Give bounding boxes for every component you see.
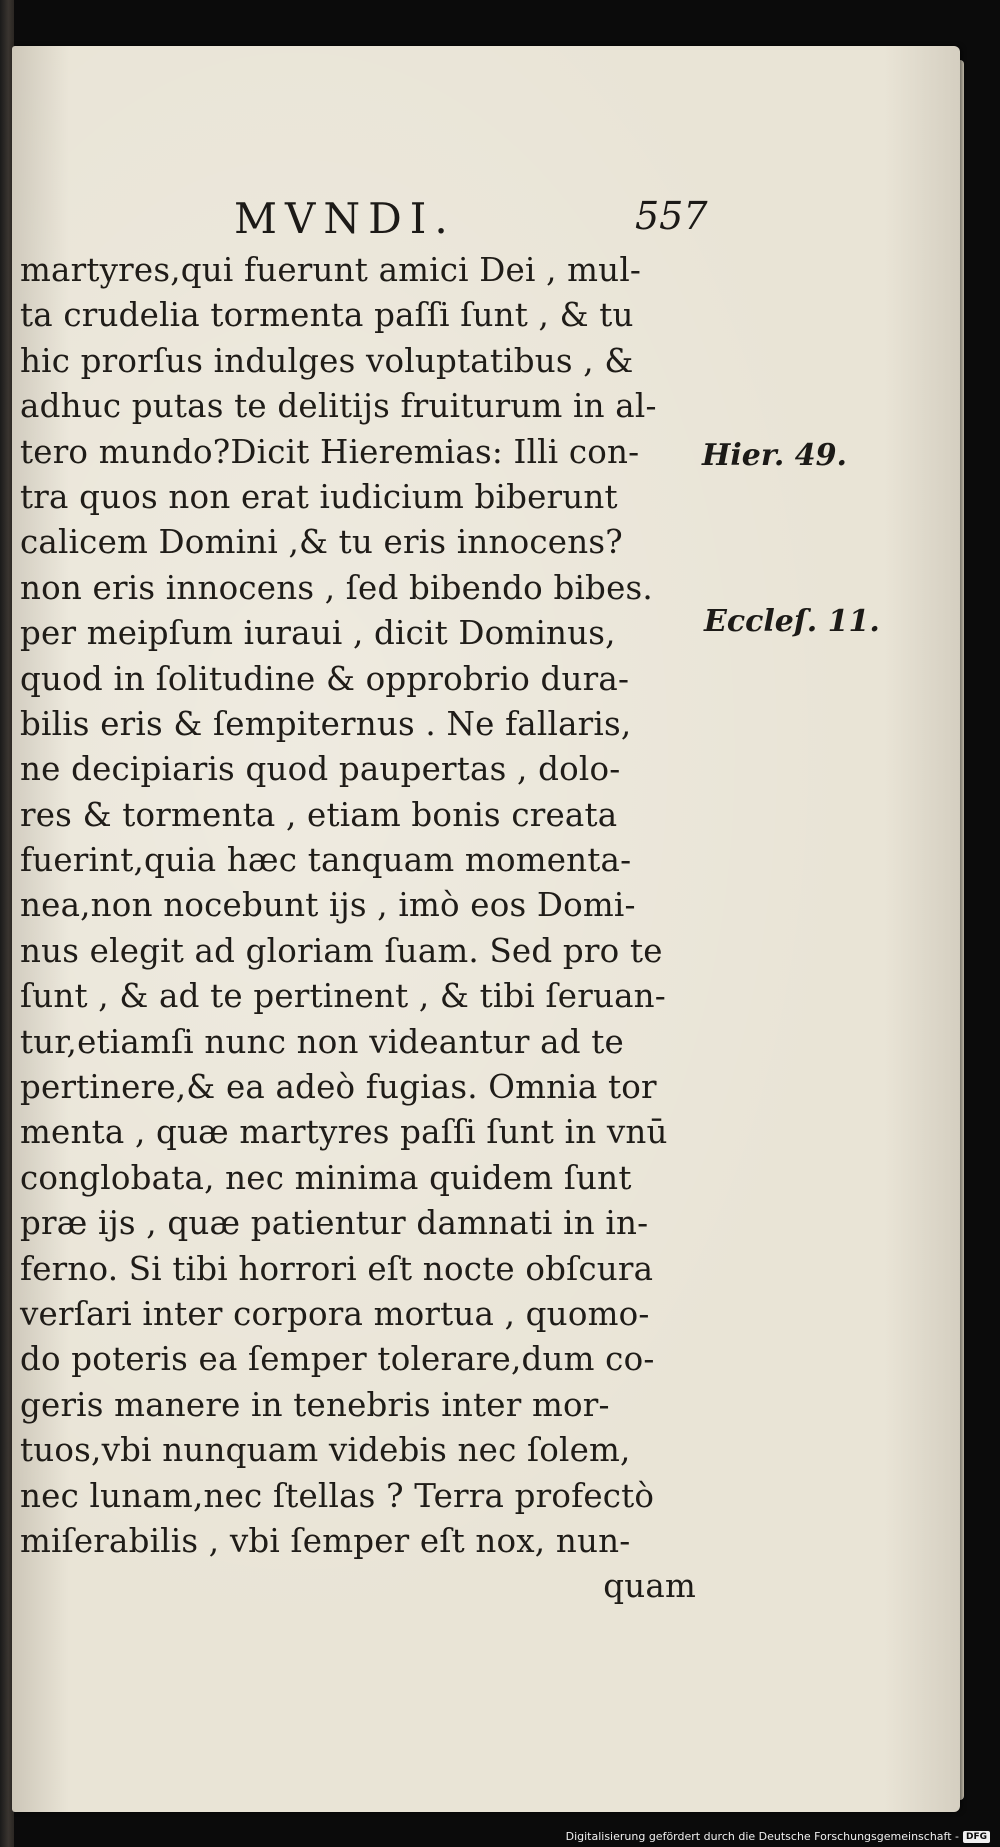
text-line: quod in ſolitudine & opprobrio dura-	[20, 659, 630, 698]
text-line: geris manere in tenebris inter mor-	[20, 1385, 610, 1424]
text-line: bilis eris & ſempiternus . Ne fallaris,	[20, 704, 632, 743]
text-line: nus elegit ad gloriam ſuam. Sed pro te	[20, 931, 663, 970]
text-line: per meipſum iuraui , dicit Dominus,	[20, 614, 616, 653]
text-line: non eris innocens , ſed bibendo bibes.	[20, 568, 653, 607]
text-line: tur,etiamſi nunc non videantur ad te	[20, 1022, 624, 1061]
running-head: MVNDI.	[234, 194, 456, 243]
body-text	[20, 248, 700, 1610]
text-line: tero mundo?Dicit Hieremias: Illi con-	[20, 432, 640, 471]
text-line: præ ijs , quæ patientur damnati in in-	[20, 1204, 649, 1243]
text-line: ne decipiaris quod paupertas , dolo-	[20, 750, 621, 789]
text-line: pertinere,& ea adeò fugias. Omnia tor	[20, 1068, 657, 1107]
book-page	[12, 46, 960, 1812]
text-line: ta crudelia tormenta paſſi ſunt , & tu	[20, 296, 634, 335]
text-line: fuerint,quia hæc tanquam momenta-	[20, 841, 632, 880]
text-line: calicem Domini ,& tu eris innocens?	[20, 523, 623, 562]
text-line: hic prorſus indulges voluptatibus , &	[20, 341, 634, 380]
text-line: martyres,qui fuerunt amici Dei , mul-	[20, 251, 642, 289]
text-line: nea,non nocebunt ijs , imò eos Domi-	[20, 886, 636, 925]
text-line: conglobata, nec minima quidem ſunt	[20, 1158, 632, 1197]
text-line: res & tormenta , etiam bonis creata	[20, 795, 618, 834]
digitization-credit	[566, 1830, 990, 1843]
margin-reference-ecclesiasticus: Eccleſ. 11.	[704, 604, 880, 639]
text-line: nec lunam,nec ſtellas ? Terra profectò	[20, 1476, 655, 1515]
credit-text: Digitalisierung gefördert durch die Deutsche Forschungsgemeinschaft -	[565, 1830, 959, 1843]
text-line: ferno. Si tibi horrori eſt nocte obſcura	[20, 1249, 654, 1288]
text-line: verſari inter corpora mortua , quomo-	[20, 1294, 650, 1333]
text-line: adhuc putas te delitijs fruiturum in al-	[20, 387, 657, 426]
text-line: do poteris ea ſemper tolerare,dum co-	[20, 1340, 655, 1379]
margin-reference-hieremias: Hier. 49.	[702, 438, 847, 473]
text-line: tuos,vbi nunquam videbis nec ſolem,	[20, 1431, 631, 1470]
page-number: 557	[635, 194, 708, 238]
text-line: miſerabilis , vbi ſemper eſt nox, nun-	[20, 1521, 631, 1560]
page-header	[12, 194, 960, 244]
catchword: quam	[603, 1567, 696, 1606]
text-line: ſunt , & ad te pertinent , & tibi ſeruan-	[20, 977, 666, 1016]
text-line: tra quos non erat iudicium biberunt	[20, 477, 618, 516]
dfg-logo-icon: DFG	[963, 1831, 990, 1843]
text-line: menta , quæ martyres paſſi ſunt in vnū	[20, 1113, 668, 1152]
